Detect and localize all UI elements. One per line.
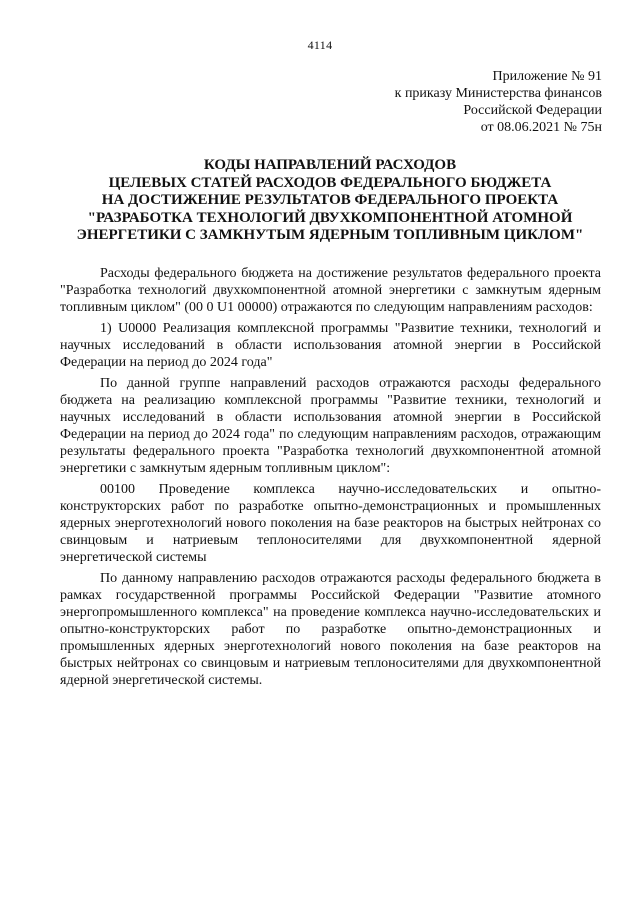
title-line: КОДЫ НАПРАВЛЕНИЙ РАСХОДОВ: [203, 157, 457, 173]
title-line: ЦЕЛЕВЫХ СТАТЕЙ РАСХОДОВ ФЕДЕРАЛЬНОГО БЮДЖЕТА: [108, 174, 552, 191]
paragraph-intro: Расходы федерального бюджета на достижение результатов федерального проекта "Разработка технологий двухкомпонентной атомной энергетики с замкнутым ядерным топливным циклом" (00 0 U1 00000) отражаются по следующим направлениям расходов:: [60, 266, 601, 315]
title-line: "РАЗРАБОТКА ТЕХНОЛОГИЙ ДВУХКОМПОНЕНТНОЙ АТОМНОЙ: [87, 209, 573, 226]
document-title: [40, 157, 620, 245]
paragraph-item-u0000: 1) U0000 Реализация комплексной программы "Развитие техники, технологий и научных исследований в области использования атомной энергии в Российской Федерации на период до 2024 года": [60, 321, 601, 370]
paragraph-item-00100: 00100 Проведение комплекса научно-исследовательских и опытно-конструкторских работ по разработке опытно-демонстрационных и промышленных ядерных энерготехнологий нового поколения на базе реакторов на быстрых нейтронах со свинцовым и натриевым теплоносителями для двухкомпонентной ядерной энергетической системы: [60, 482, 601, 565]
appendix-line: от 08.06.2021 № 75н: [480, 120, 602, 135]
document-body: [60, 265, 601, 693]
title-line: НА ДОСТИЖЕНИЕ РЕЗУЛЬТАТОВ ФЕДЕРАЛЬНОГО ПРОЕКТА: [101, 192, 559, 208]
appendix-line: к приказу Министерства финансов: [394, 86, 602, 101]
appendix-line: Приложение № 91: [492, 69, 602, 84]
appendix-line: Российской Федерации: [463, 103, 602, 118]
page-number: 4114: [307, 38, 333, 52]
paragraph-item-00100-description: По данному направлению расходов отражаются расходы федерального бюджета в рамках государственной программы Российской Федерации "Развитие атомного энергопромышленного комплекса" на проведение комплекса научно-исследовательских и опытно-конструкторских работ по разработке опытно-демонстрационных и промышленных ядерных энерготехнологий нового поколения на базе реакторов на быстрых нейтронах со свинцовым и натриевым теплоносителями для двухкомпонентной ядерной энергетической системы.: [60, 571, 601, 688]
appendix-reference: [330, 68, 602, 136]
title-line: ЭНЕРГЕТИКИ С ЗАМКНУТЫМ ЯДЕРНЫМ ТОПЛИВНЫМ ЦИКЛОМ": [76, 227, 584, 243]
paragraph-group-description: По данной группе направлений расходов отражаются расходы федерального бюджета на реализацию комплексной программы "Развитие техники, технологий и научных исследований в области использования атомной энергии в Российской Федерации на период до 2024 года" по следующим направлениям расходов, отражающим результаты федерального проекта "Разработка технологий двухкомпонентной атомной энергетики с замкнутым ядерным топливным циклом":: [60, 376, 601, 476]
